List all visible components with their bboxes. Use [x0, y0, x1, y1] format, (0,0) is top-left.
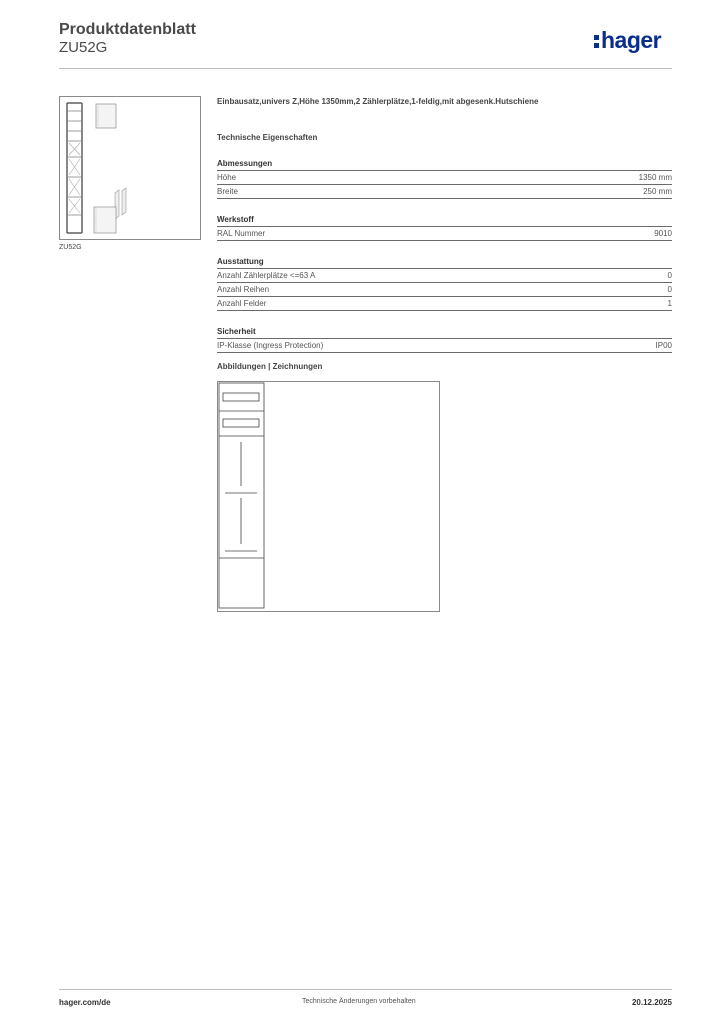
spec-row: [217, 171, 672, 185]
spec-value: 9010: [654, 229, 672, 238]
spec-label: Anzahl Felder: [217, 299, 267, 308]
spec-label: RAL Nummer: [217, 229, 266, 238]
spec-label: Höhe: [217, 173, 237, 182]
spec-group-material: [217, 214, 672, 241]
product-code: ZU52G: [59, 39, 108, 56]
technical-drawing-icon: [218, 382, 439, 611]
page-title: Produktdatenblatt: [59, 21, 196, 38]
spec-row: [217, 283, 672, 297]
spec-group-title: Abmessungen: [217, 158, 672, 171]
footer-disclaimer: Technische Änderungen vorbehalten: [302, 998, 416, 1005]
drawings-heading: Abbildungen | Zeichnungen: [217, 362, 323, 371]
header-divider: [59, 68, 672, 69]
spec-value: 0: [667, 285, 672, 294]
logo-dots-icon: [594, 33, 599, 49]
spec-value: 250 mm: [643, 187, 672, 196]
spec-group-title: Ausstattung: [217, 256, 672, 269]
product-illustration-icon: [60, 97, 200, 239]
spec-group-title: Sicherheit: [217, 326, 672, 339]
spec-label: Anzahl Reihen: [217, 285, 270, 294]
spec-label: Anzahl Zählerplätze <=63 A: [217, 271, 316, 280]
spec-group-dimensions: [217, 158, 672, 199]
footer-divider: [59, 989, 672, 990]
spec-value: 1350 mm: [638, 173, 672, 182]
product-image: [59, 96, 201, 240]
spec-value: 0: [667, 271, 672, 280]
spec-value: IP00: [655, 341, 672, 350]
product-details: [217, 96, 672, 353]
spec-row: [217, 185, 672, 199]
product-image-caption: ZU52G: [59, 244, 82, 251]
spec-group-title: Werkstoff: [217, 214, 672, 227]
spec-label: Breite: [217, 187, 238, 196]
spec-row: [217, 339, 672, 353]
logo-text: hager: [601, 27, 662, 53]
technical-drawing: [217, 381, 440, 612]
spec-label: IP-Klasse (Ingress Protection): [217, 341, 324, 350]
footer-date: 20.12.2025: [631, 998, 672, 1007]
spec-group-safety: [217, 326, 672, 353]
spec-row: [217, 227, 672, 241]
technical-heading: Technische Eigenschaften: [217, 133, 318, 142]
spec-row: [217, 269, 672, 283]
hager-logo[interactable]: [594, 27, 661, 54]
spec-value: 1: [667, 299, 672, 308]
product-description: Einbausatz,univers Z,Höhe 1350mm,2 Zählerplätze,1-feldig,mit abgesenk.Hutschiene: [217, 97, 539, 106]
footer-website-link[interactable]: hager.com/de: [59, 998, 111, 1007]
spec-row: [217, 297, 672, 311]
spec-group-equipment: [217, 256, 672, 311]
